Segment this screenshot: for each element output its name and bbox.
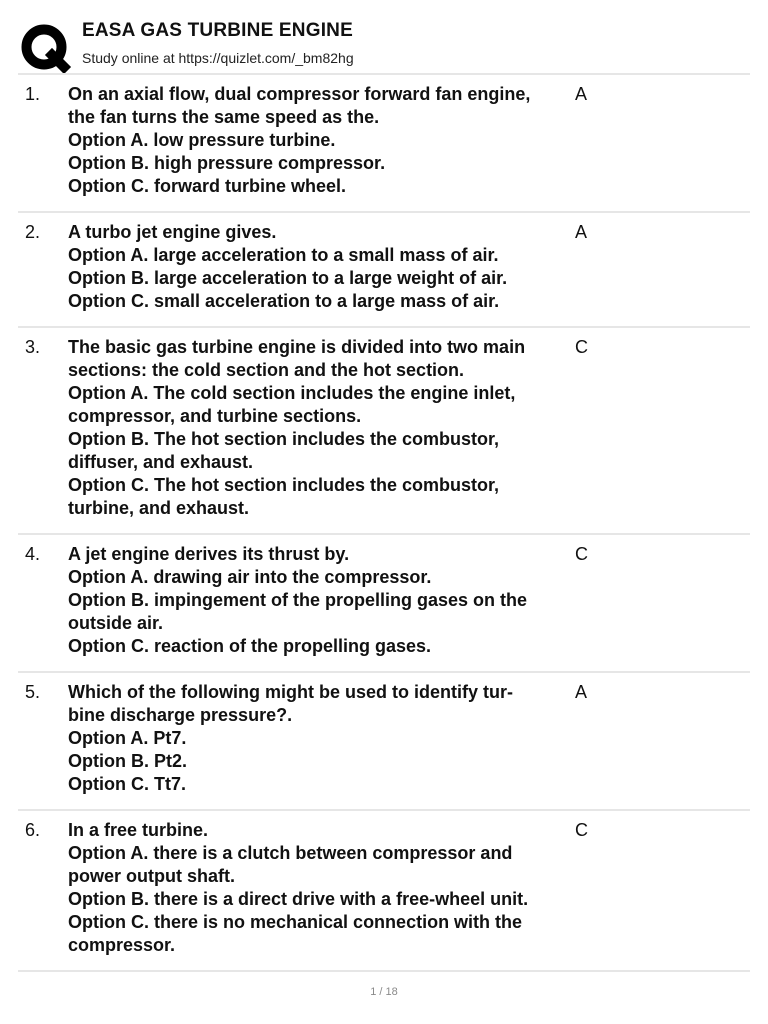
- card-number: 6.: [25, 820, 41, 840]
- option-a: Option A. The cold section includes the engine inlet,: [68, 383, 516, 403]
- card-question: [68, 221, 574, 313]
- card-answer: A: [575, 84, 588, 104]
- option-a-cont: power output shaft.: [68, 866, 235, 886]
- flashcard-1: [18, 73, 750, 211]
- option-c-cont: turbine, and exhaust.: [68, 498, 250, 518]
- option-c: Option C. forward turbine wheel.: [68, 176, 347, 196]
- card-number: 5.: [25, 682, 41, 702]
- option-a: Option A. large acceleration to a small mass of air.: [68, 245, 499, 265]
- card-question: [68, 681, 574, 796]
- flashcard-5: [18, 671, 750, 809]
- option-c: Option C. Tt7.: [68, 774, 186, 794]
- page-number: 1 / 18: [370, 986, 398, 998]
- card-answer: C: [575, 544, 588, 564]
- card-answer: A: [575, 682, 588, 702]
- document-title: EASA GAS TURBINE ENGINE: [82, 20, 353, 41]
- study-link-text: Study online at https://quizlet.com/_bm82hg: [82, 50, 354, 66]
- option-c-cont: compressor.: [68, 935, 176, 955]
- option-b-cont: diffuser, and exhaust.: [68, 452, 254, 472]
- option-b: Option B. large acceleration to a large weight of air.: [68, 268, 508, 288]
- flashcard-4: [18, 533, 750, 671]
- option-b: Option B. Pt2.: [68, 751, 187, 771]
- option-b-cont: outside air.: [68, 613, 164, 633]
- card-number: 1.: [25, 84, 41, 104]
- option-b: Option B. The hot section includes the combustor,: [68, 429, 500, 449]
- option-a-cont: compressor, and turbine sections.: [68, 406, 362, 426]
- card-number: 4.: [25, 544, 41, 564]
- question-line: Which of the following might be used to identify tur-: [68, 682, 513, 702]
- option-c: Option C. The hot section includes the combustor,: [68, 475, 500, 495]
- card-question: [68, 336, 574, 520]
- page-header: [18, 18, 750, 74]
- flashcard-3: [18, 326, 750, 533]
- card-answer: C: [575, 337, 588, 357]
- question-line: The basic gas turbine engine is divided into two main: [68, 337, 526, 357]
- question-line: In a free turbine.: [68, 820, 209, 840]
- question-line: bine discharge pressure?.: [68, 705, 293, 725]
- flashcard-list: [18, 73, 750, 972]
- option-c: Option C. small acceleration to a large mass of air.: [68, 291, 500, 311]
- flashcard-2: [18, 211, 750, 326]
- option-c: Option C. there is no mechanical connection with the: [68, 912, 523, 932]
- question-line: sections: the cold section and the hot section.: [68, 360, 465, 380]
- card-question: [68, 543, 574, 658]
- question-line: A turbo jet engine gives.: [68, 222, 277, 242]
- card-answer: C: [575, 820, 588, 840]
- card-question: [68, 819, 574, 957]
- option-a: Option A. low pressure turbine.: [68, 130, 336, 150]
- quizlet-logo-icon: [20, 22, 72, 74]
- question-line: On an axial flow, dual compressor forward fan engine,: [68, 84, 531, 104]
- card-question: [68, 83, 574, 198]
- card-number: 3.: [25, 337, 41, 357]
- card-answer: A: [575, 222, 588, 242]
- option-b: Option B. impingement of the propelling gases on the: [68, 590, 528, 610]
- option-a: Option A. there is a clutch between compressor and: [68, 843, 513, 863]
- question-line: A jet engine derives its thrust by.: [68, 544, 350, 564]
- option-b: Option B. high pressure compressor.: [68, 153, 386, 173]
- flashcard-6: [18, 809, 750, 972]
- option-c: Option C. reaction of the propelling gases.: [68, 636, 432, 656]
- question-line: the fan turns the same speed as the.: [68, 107, 380, 127]
- option-a: Option A. Pt7.: [68, 728, 187, 748]
- option-b: Option B. there is a direct drive with a free-wheel unit.: [68, 889, 529, 909]
- card-number: 2.: [25, 222, 41, 242]
- option-a: Option A. drawing air into the compressor.: [68, 567, 432, 587]
